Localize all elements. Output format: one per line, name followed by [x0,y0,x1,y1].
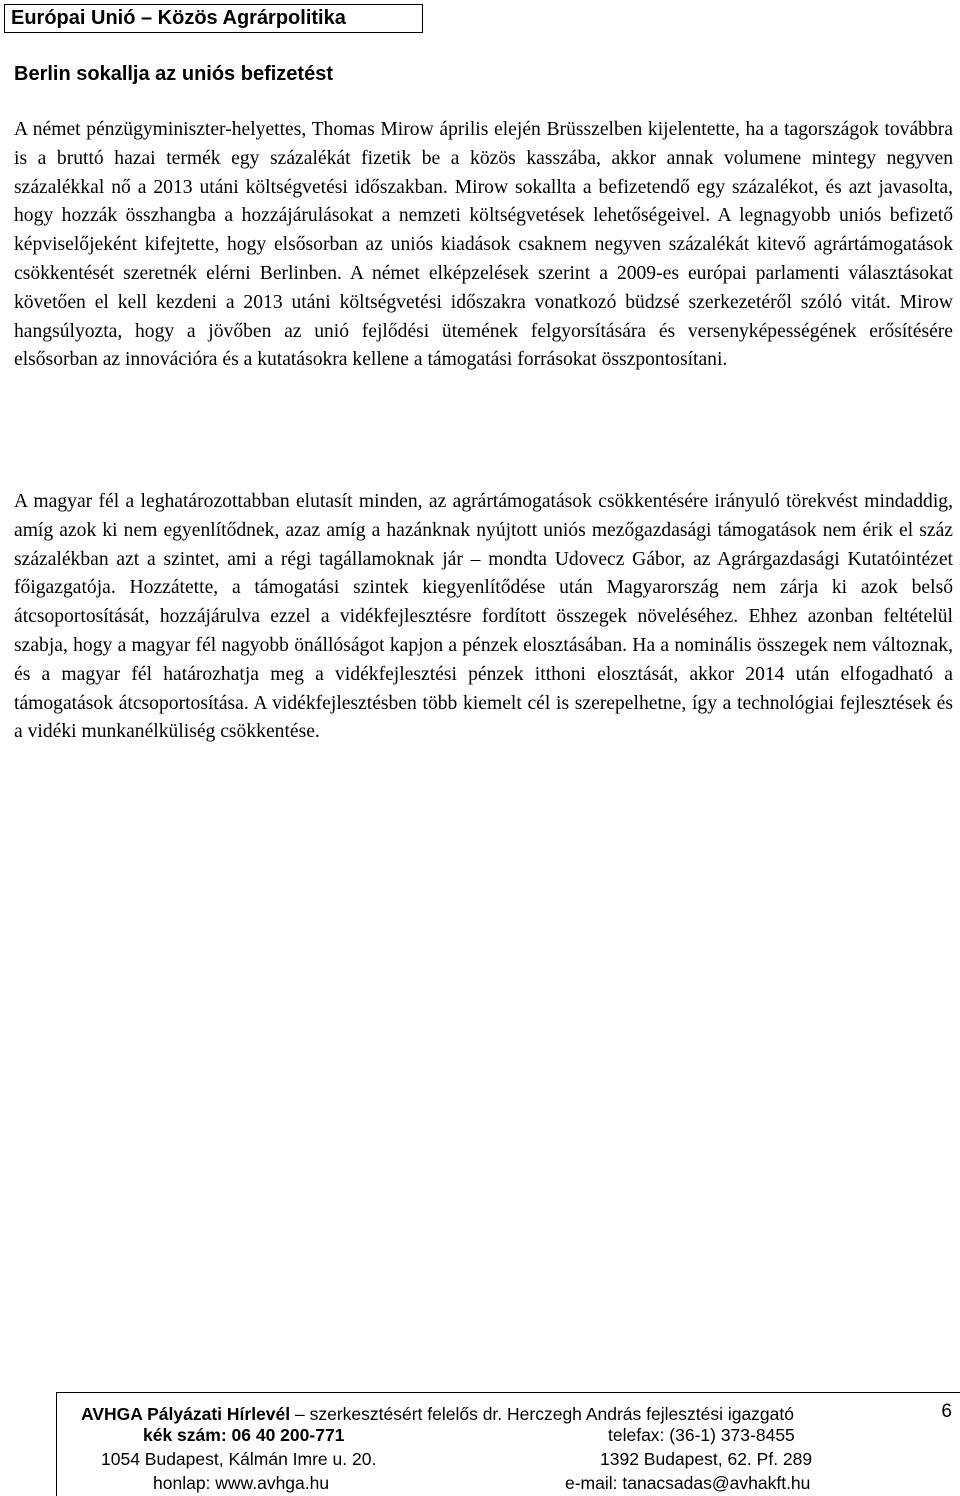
article-title: Berlin sokallja az uniós befizetést [14,63,333,85]
footer-email[interactable]: e-mail: tanacsadas@avhakft.hu [565,1473,811,1493]
section-header [4,4,423,33]
footer-publication-line [81,1403,794,1425]
footer-address-left: 1054 Budapest, Kálmán Imre u. 20. [101,1449,377,1469]
footer-fax: telefax: (36-1) 373-8455 [608,1425,795,1445]
article-paragraph-1: A német pénzügyminiszter-helyettes, Thomas Mirow április elején Brüsszelben kijelentette, ha a tagországok továbbra is a bruttó hazai termék egy százalékát fizetik be a közös kasszába, akkor annak volumene mintegy negyven százalékkal nő a 2013 utáni költségvetési időszakban. Mirow sokallta a befizetendő egy százalékot, és azt javasolta, hogy hozzák összhangba a hozzájárulásokat a nemzeti költségvetések lehetőségeivel. A legnagyobb uniós befizető képviselőjeként kifejtette, hogy elsősorban az uniós kiadások csaknem negyven százalékát kitevő agrártámogatások csökkentését szeretnék elérni Berlinben. A német elképzelések szerint a 2009-es európai parlamenti választásokat követően el kell kezdeni a 2013 utáni költségvetési időszakra vonatkozó büdzsé szerkezetéről szóló vitát. Mirow hangsúlyozta, hogy a jövőben az unió fejlődési ütemének felgyorsítására és versenyképességének erősítésére elsősorban az innovációra és a kutatásokra kellene a támogatási forrásokat összpontosítani. [14,119,953,371]
footer-website[interactable]: honlap: www.avhga.hu [153,1473,330,1493]
footer-publication: AVHGA Pályázati Hírlevél [81,1404,291,1424]
footer-address-right: 1392 Budapest, 62. Pf. 289 [600,1449,813,1469]
footer-editor: – szerkesztésért felelős dr. Herczegh András fejlesztési igazgató [290,1404,794,1424]
page-number: 6 [941,1401,952,1422]
article-paragraph-2: A magyar fél a leghatározottabban elutasít minden, az agrártámogatások csökkentésére irányuló törekvést mindaddig, amíg azok ki nem egyenlítődnek, azaz amíg a hazánknak nyújtott uniós mezőgazdasági támogatások nem érik el száz százalékban azt a szintet, ami a régi tagállamoknak jár – mondta Udovecz Gábor, az Agrárgazdasági Kutatóintézet főigazgatója. Hozzátette, a támogatási szintek kiegyenlítődése után Magyarország nem zárja ki azok belső átcsoportosítását, hozzájárulva ezzel a vidékfejlesztésre fordított összegek növeléséhez. Ehhez azonban feltételül szabja, hogy a magyar fél nagyobb önállóságot kapjon a pénzek elosztásában. Ha a nominális összegek nem változnak, és a magyar fél határozhatja meg a vidékfejlesztési pénzek itthoni elosztását, akkor 2014 után elfogadható a támogatások átcsoportosítása. A vidékfejlesztésben több kiemelt cél is szerepelhetne, így a technológiai fejlesztések és a vidéki munkanélküliség csökkentése. [14,491,953,743]
section-header-title: Európai Unió – Közös Agrárpolitika [11,7,346,29]
footer-blue-number: kék szám: 06 40 200-771 [143,1425,345,1445]
page-footer [56,1392,960,1496]
